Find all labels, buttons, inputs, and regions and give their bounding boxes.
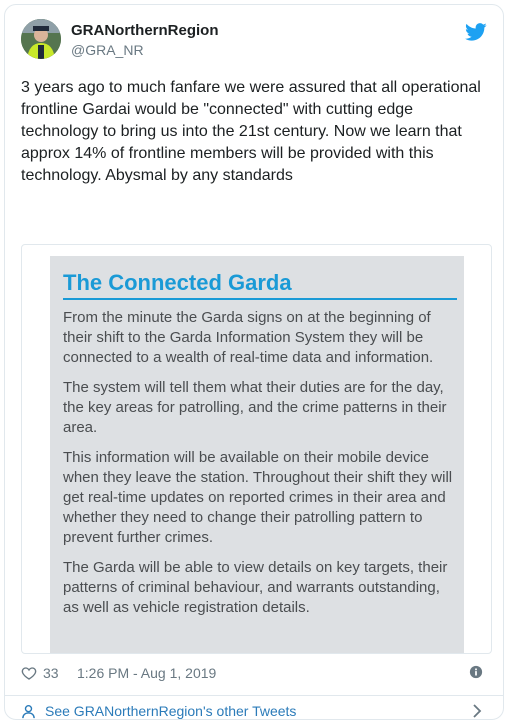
- tweet-timestamp[interactable]: 1:26 PM - Aug 1, 2019: [77, 665, 217, 681]
- document-paragraph: The system will tell them what their duties are for the day, the key areas for patrolling, and the crime patterns in their area.: [63, 379, 447, 436]
- info-icon[interactable]: [469, 665, 483, 679]
- document-excerpt: [50, 256, 464, 654]
- tweet-footer: [21, 663, 487, 685]
- author-names: [71, 22, 219, 59]
- author-display-name[interactable]: GRANorthernRegion: [71, 22, 219, 39]
- footer-divider: [5, 695, 503, 696]
- tweet-text: 3 years ago to much fanfare we were assured that all operational frontline Gardai would be "connected" with cutting edge technology to bring us into the 21st century. Now we learn that approx 14% of frontline members will be provided with this technology. Abysmal by any standards: [21, 79, 481, 184]
- document-paragraph: This information will be available on their mobile device when they leave the station. Throughout their shift they will get real-time updates on reported crimes in their area and whether they need to change their patrolling pattern to prevent further crimes.: [63, 449, 453, 546]
- see-other-tweets-link[interactable]: [21, 703, 487, 720]
- avatar[interactable]: [21, 19, 61, 59]
- document-paragraph: From the minute the Garda signs on at the beginning of their shift to the Garda Information System they will be connected to a wealth of real-time data and information.: [63, 309, 434, 366]
- document-body: [63, 308, 458, 628]
- document-paragraph: The Garda will be able to view details on key targets, their patterns of criminal behaviour, and warrants outstanding, as well as vehicle registration details.: [63, 559, 448, 616]
- tweet-media-image[interactable]: [21, 244, 492, 654]
- twitter-bird-icon[interactable]: [465, 21, 487, 43]
- document-title: The Connected Garda: [63, 270, 292, 295]
- author-handle[interactable]: @GRA_NR: [71, 42, 144, 58]
- title-underline: [63, 298, 457, 300]
- chevron-right-icon: [471, 704, 483, 718]
- see-other-tweets-label[interactable]: See GRANorthernRegion's other Tweets: [45, 703, 297, 719]
- tweet-card: [4, 4, 504, 720]
- person-icon: [21, 704, 36, 719]
- like-count: 33: [43, 665, 59, 681]
- heart-icon[interactable]: [21, 665, 37, 681]
- tweet-header: [21, 19, 487, 69]
